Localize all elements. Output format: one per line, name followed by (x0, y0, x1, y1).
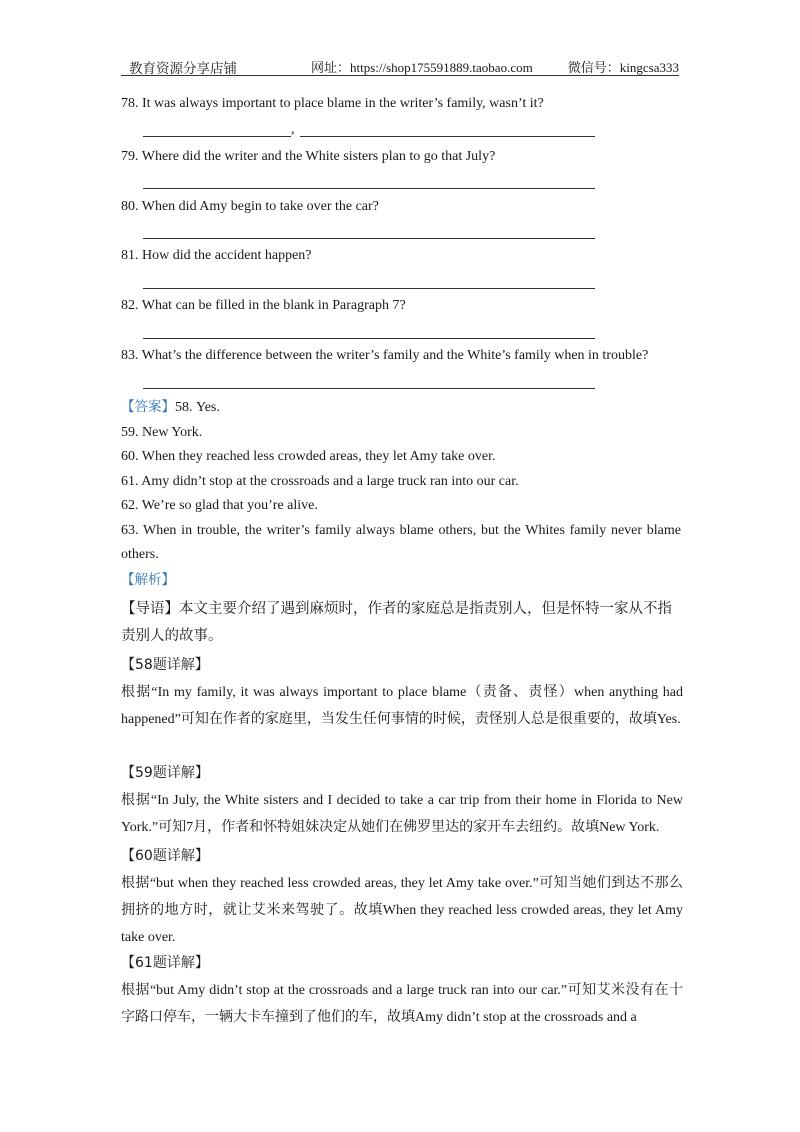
detail-59-title: 【59题详解】 (121, 765, 209, 781)
question-78: 78. It was always important to place blame in the writer’s family, wasn’t it? (121, 96, 544, 111)
question-81: 81. How did the accident happen? (121, 248, 312, 263)
detail-59-text: 根据“In July, the White sisters and I decided to take a car trip from their home in Florida to New York.”可知7月，作者和怀特姐妹决定从她们在佛罗里达的家开车去纽约。故填New York. (121, 793, 683, 835)
answer-label: 【答案】 (121, 399, 175, 415)
answer-59: 59. New York. (121, 424, 203, 440)
detail-60-title: 【60题详解】 (121, 848, 209, 864)
answers-block (121, 395, 681, 592)
answer-line-83[interactable] (143, 388, 595, 389)
header-wechat: 微信号：kingcsa333 (567, 60, 679, 75)
question-80: 80. When did Amy begin to take over the car? (121, 199, 379, 214)
analysis-guide: 【导语】本文主要介绍了遇到麻烦时，作者的家庭总是指责别人，但是怀特一家从不指责别人的故事。 (121, 601, 672, 644)
detail-61-text: 根据“but Amy didn’t stop at the crossroads and a large truck ran into our car.”可知艾米没有在十字路口停车，一辆大卡车撞到了他们的车，故填Amy didn’t stop at the crossroads and a (121, 983, 683, 1025)
question-82: 82. What can be filled in the blank in Paragraph 7? (121, 298, 406, 313)
answer-line-82[interactable] (143, 338, 595, 339)
detail-58-title: 【58题详解】 (121, 657, 209, 673)
header-shop-name: 教育资源分享店铺 (129, 61, 237, 77)
detail-61-title: 【61题详解】 (121, 955, 209, 971)
header-url: 网址：https://shop175591889.taobao.com (311, 60, 533, 75)
answer-line-80[interactable] (143, 238, 595, 239)
answer-58: 58. Yes. (175, 400, 220, 415)
answer-comma: , (291, 122, 295, 137)
answer-line-79[interactable] (143, 188, 595, 189)
answer-62: 62. We’re so glad that you’re alive. (121, 498, 318, 513)
answer-line-78a[interactable] (143, 136, 291, 137)
answer-line-78b[interactable] (300, 136, 595, 137)
answer-60: 60. When they reached less crowded areas, they let Amy take over. (121, 449, 496, 464)
question-79: 79. Where did the writer and the White sisters plan to go that July? (121, 149, 496, 164)
answer-63: 63. When in trouble, the writer’s family always blame others, but the Whites family never blame others. (121, 522, 681, 562)
detail-58-text: 根据“In my family, it was always important to place blame（责备、责怪）when anything had happened”可知在作者的家庭里，当发生任何事情的时候，责怪别人总是很重要的，故填Yes. (121, 685, 683, 727)
answer-58-row (121, 395, 681, 421)
question-83: 83. What’s the difference between the writer’s family and the White’s family when in trouble? (121, 348, 649, 363)
answer-61: 61. Amy didn’t stop at the crossroads and a large truck ran into our car. (121, 473, 519, 489)
detail-60-text: 根据“but when they reached less crowded areas, they let Amy take over.”可知当她们到达不那么拥挤的地方时，就让艾米来驾驶了。故填When they reached less crowded areas, they let Amy take over. (121, 876, 683, 945)
answer-line-81[interactable] (143, 288, 595, 289)
page-header (121, 55, 679, 76)
analysis-label: 【解析】 (121, 571, 175, 588)
